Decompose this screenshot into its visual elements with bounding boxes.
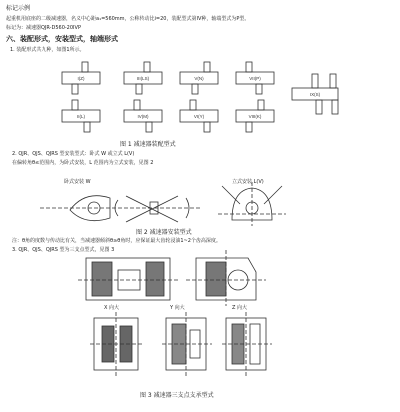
assembly-forms-intro: 1. 装配形式共九种，如图1所示。 xyxy=(10,47,85,53)
angle-note: 注：θ角的度数与传动比有关，当减速器倾斜θ≥θ角时，应保证最大齿轮浸油1~2个齿高深度。 xyxy=(12,238,221,244)
form-label-bottom-2: IV(M) xyxy=(137,114,149,119)
support-detail-y xyxy=(162,312,212,378)
marking-example-code: 标记为：减速器QJR-D560-20IVP xyxy=(6,25,81,31)
horizontal-mount-label: 卧式安装 W xyxy=(64,179,91,185)
view-z-label: Z 向大 xyxy=(232,305,248,311)
support-detail-z xyxy=(222,312,272,378)
form-label-top-1: I(Z) xyxy=(77,76,85,81)
support-side-view xyxy=(186,250,266,306)
form-label-bottom-3: VI(Y) xyxy=(193,114,205,119)
mounting-forms-line-2: 在偏转角θ≤范围内，为卧式安装，L 范围内为立式安装，见图 2 xyxy=(12,160,154,166)
figure-2-caption: 图 2 减速器安装型式 xyxy=(136,229,192,236)
form-label-top-2: III(LS) xyxy=(136,76,150,81)
view-y-label: Y 向大 xyxy=(170,305,185,311)
mounting-forms-line-1: 2. QJR、QJS、QJRS 型安装型式：卧式 W 或立式 L(V) xyxy=(12,151,135,157)
vertical-mount-label: 立式安装 L(V) xyxy=(232,179,264,185)
form-label-top-3: V(N) xyxy=(194,76,204,81)
figure-1-caption: 图 1 减速器装配型式 xyxy=(120,141,176,148)
three-point-intro: 3. QJR、QJS、QJRS 型为三支点型式，见图 3 xyxy=(12,247,115,253)
figure-3-caption: 图 3 减速器三支点支承型式 xyxy=(140,392,214,399)
section-6-title: 六、装配形式，安装型式，轴端形式 xyxy=(6,35,118,43)
marking-example-label: 标记示例 xyxy=(6,5,31,12)
support-front-view xyxy=(78,258,180,300)
view-x-label: X 向大 xyxy=(104,305,120,311)
figure-3-support-diagrams xyxy=(78,250,272,378)
figure-2-mounting-diagrams xyxy=(40,179,286,226)
form-label-bottom-1: II(L) xyxy=(76,114,86,119)
support-detail-x xyxy=(90,312,142,378)
marking-example-description: 起重机用底座的二级减速器，名义中心距a₁=560mm，公称传动比i=20，装配型式第IV种，轴端型式为P型。 xyxy=(6,16,250,22)
form-label-top-4: VII(P) xyxy=(249,76,261,81)
form-label-right: IX(S) xyxy=(309,92,321,97)
form-label-bottom-4: VIII(K) xyxy=(248,114,262,119)
